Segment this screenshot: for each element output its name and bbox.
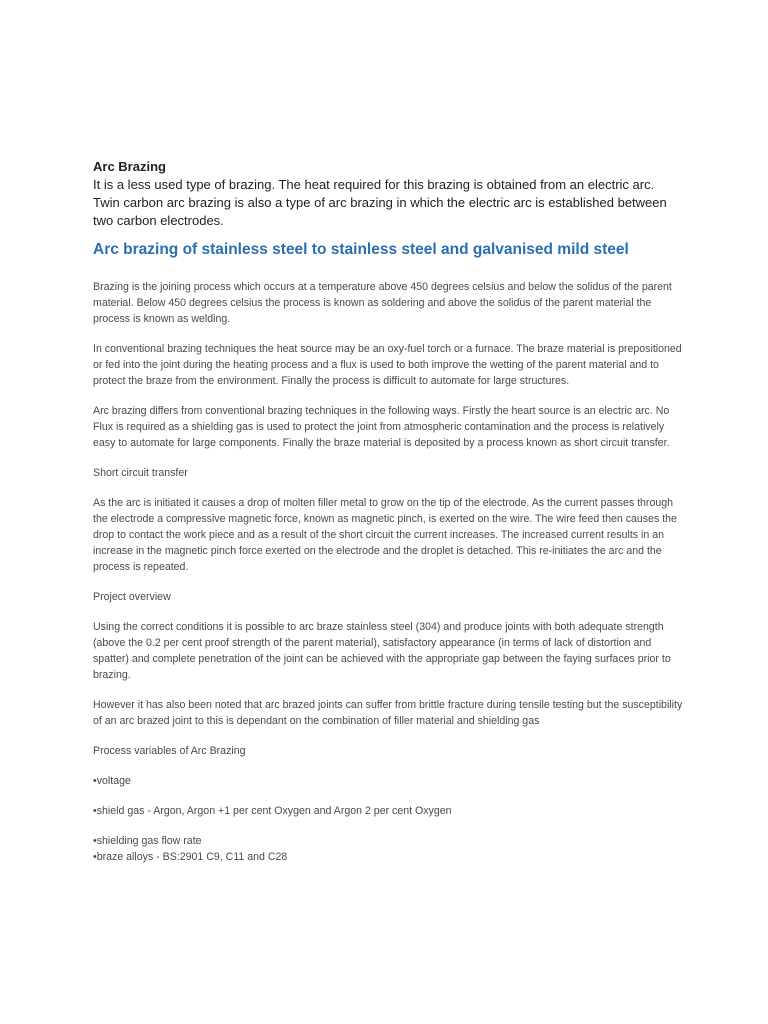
list-item-braze-alloys: •braze alloys - BS:2901 C9, C11 and C28 xyxy=(93,851,288,863)
paragraph-short-circuit-transfer: As the arc is initiated it causes a drop of molten filler metal to grow on the tip of the electrode. As the current passes through the electrode a compressive magnetic force, known as magnetic pinch, is exerted on the wire. The wire feed then causes the drop to contact the work piece and as a result of the short circuit the current increases. The increased current results in an increase in the magnetic pinch force exerted on the electrode and the droplet is detached. This re-initiates the arc and the process is repeated. xyxy=(93,497,677,573)
subheading-short-circuit-transfer: Short circuit transfer xyxy=(93,467,188,479)
intro-heading: Arc Brazing xyxy=(93,159,166,174)
paragraph-project-overview: Using the correct conditions it is possible to arc braze stainless steel (304) and produce joints with both adequate strength (above the 0.2 per cent proof strength of the parent material), satisfactory appearance (in terms of lack of distortion and spatter) and complete penetration of the joint can be achieved with the appropriate gap between the faying surfaces prior to brazing. xyxy=(93,621,671,681)
document-page xyxy=(93,158,683,865)
list-item-shield-gas: •shield gas - Argon, Argon +1 per cent Oxygen and Argon 2 per cent Oxygen xyxy=(93,805,452,817)
section-title: Arc brazing of stainless steel to stainless steel and galvanised mild steel xyxy=(93,241,629,258)
list-item-voltage: •voltage xyxy=(93,775,131,787)
paragraph-brittle-fracture: However it has also been noted that arc brazed joints can suffer from brittle fracture during tensile testing but the susceptibility of an arc brazed joint to this is dependant on the combination of filler material and shielding gas xyxy=(93,699,683,727)
subheading-process-variables: Process variables of Arc Brazing xyxy=(93,745,246,757)
paragraph-conventional-brazing: In conventional brazing techniques the heat source may be an oxy-fuel torch or a furnace. The braze material is prepositioned or fed into the joint during the heating process and a flux is used to both improve the wetting of the parent material and to protect the braze from the environment. Finally the process is difficult to automate for large structures. xyxy=(93,343,682,387)
paragraph-brazing-definition: Brazing is the joining process which occurs at a temperature above 450 degrees celsius and below the solidus of the parent material. Below 450 degrees celsius the process is known as soldering and above the solidus of the parent material the process is known as welding. xyxy=(93,281,672,325)
list-item-gas-flow-rate: •shielding gas flow rate xyxy=(93,835,202,847)
subheading-project-overview: Project overview xyxy=(93,591,171,603)
intro-paragraph: It is a less used type of brazing. The heat required for this brazing is obtained from an electric arc. Twin carbon arc brazing is also a type of arc brazing in which the electric arc is established between two carbon electrodes. xyxy=(93,177,667,228)
paragraph-arc-brazing-differences: Arc brazing differs from conventional brazing techniques in the following ways. Firstly the heart source is an electric arc. No Flux is required as a shielding gas is used to protect the joint from atmospheric contamination and the process is relatively easy to automate for large components. Finally the braze material is deposited by a process known as short circuit transfer. xyxy=(93,405,670,449)
